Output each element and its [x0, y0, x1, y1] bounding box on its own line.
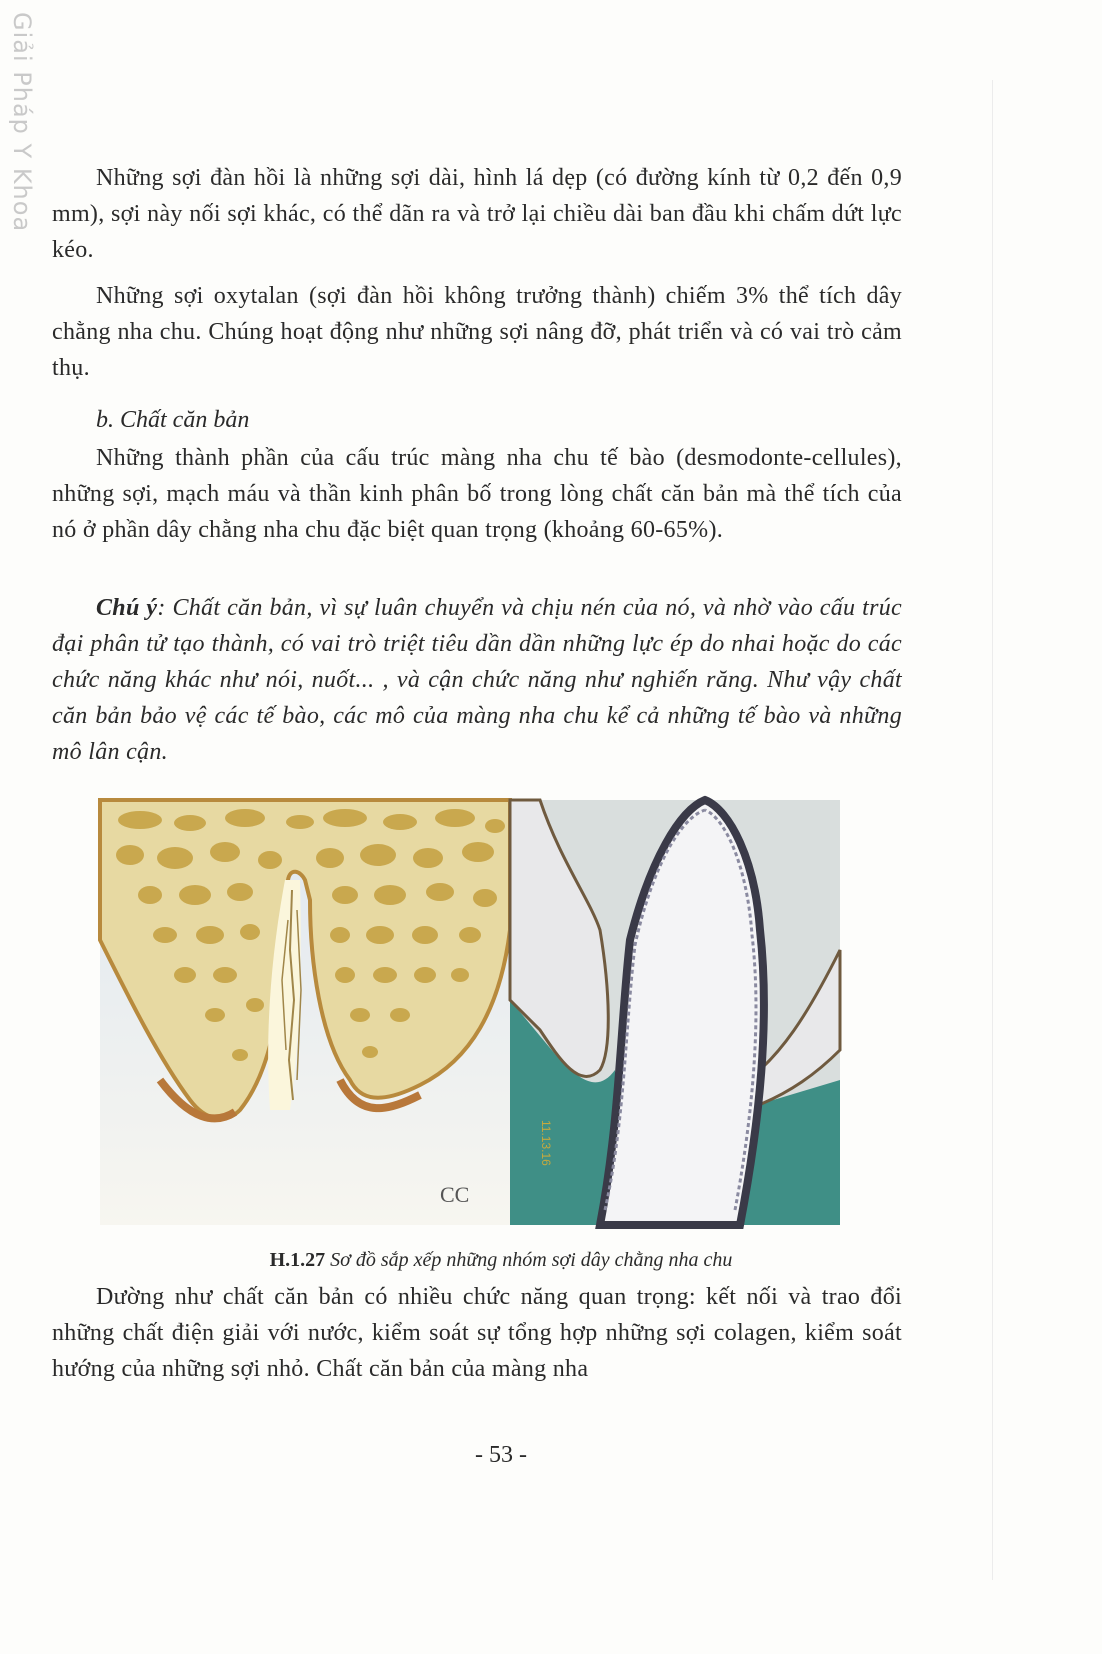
note-label: Chú ý	[96, 595, 158, 621]
tooth-illustration	[510, 800, 840, 1225]
paragraph-elastic-fibers: Những sợi đàn hồi là những sợi dài, hình lá dẹp (có đường kính từ 0,2 đến 0,9 mm), sợi này nối sợi khác, có thể dãn ra và trở lại chiều dài ban đầu khi chấm dứt lực kéo.	[52, 165, 902, 263]
subheading-ground-substance: b. Chất căn bản	[96, 407, 250, 433]
svg-text:11.13.16: 11.13.16	[539, 1120, 553, 1166]
page-number: - 53 -	[475, 1442, 527, 1468]
signature-mark: CC	[440, 1182, 470, 1207]
paragraph-oxytalan-fibers: Những sợi oxytalan (sợi đàn hồi không trưởng thành) chiếm 3% thể tích dây chằng nha chu. Chúng hoạt động như những sợi nâng đỡ, phát triển và có vai trò cảm thụ.	[52, 283, 902, 381]
paragraph-components: Những thành phần của cấu trúc màng nha chu tế bào (desmodonte-cellules), những sợi, mạch máu và thần kinh phân bố trong lòng chất căn bản mà thể tích của nó ở phần dây chằng nha chu đặc biệt quan trọng (khoảng 60-65%).	[52, 445, 902, 543]
figure-caption	[0, 1249, 1002, 1272]
paragraph-functions: Dường như chất căn bản có nhiều chức năng quan trọng: kết nối và trao đổi những chất điện giải với nước, kiểm soát sự tổng hợp những sợi colagen, kiểm soát hướng của những sợi nhỏ. Chất căn bản của màng nha	[52, 1284, 902, 1382]
bone-illustration	[100, 800, 510, 1225]
watermark: Giải Pháp Y Khoa	[8, 12, 36, 233]
caption-number: H.1.27	[269, 1249, 326, 1271]
caption-text: Sơ đồ sắp xếp những nhóm sợi dây chằng nha chu	[330, 1249, 733, 1271]
note-text: : Chất căn bản, vì sự luân chuyển và chịu nén của nó, và nhờ vào cấu trúc đại phân tử tạo thành, có vai trò triệt tiêu dần dần những lực ép do nhai hoặc do các chức năng khác như nói, nuốt... , và cận chức năng như nghiến răng. Như vậy chất căn bản bảo vệ các tế bào, các mô của màng nha chu kể cả những tế bào và những mô lân cận.	[52, 595, 902, 765]
